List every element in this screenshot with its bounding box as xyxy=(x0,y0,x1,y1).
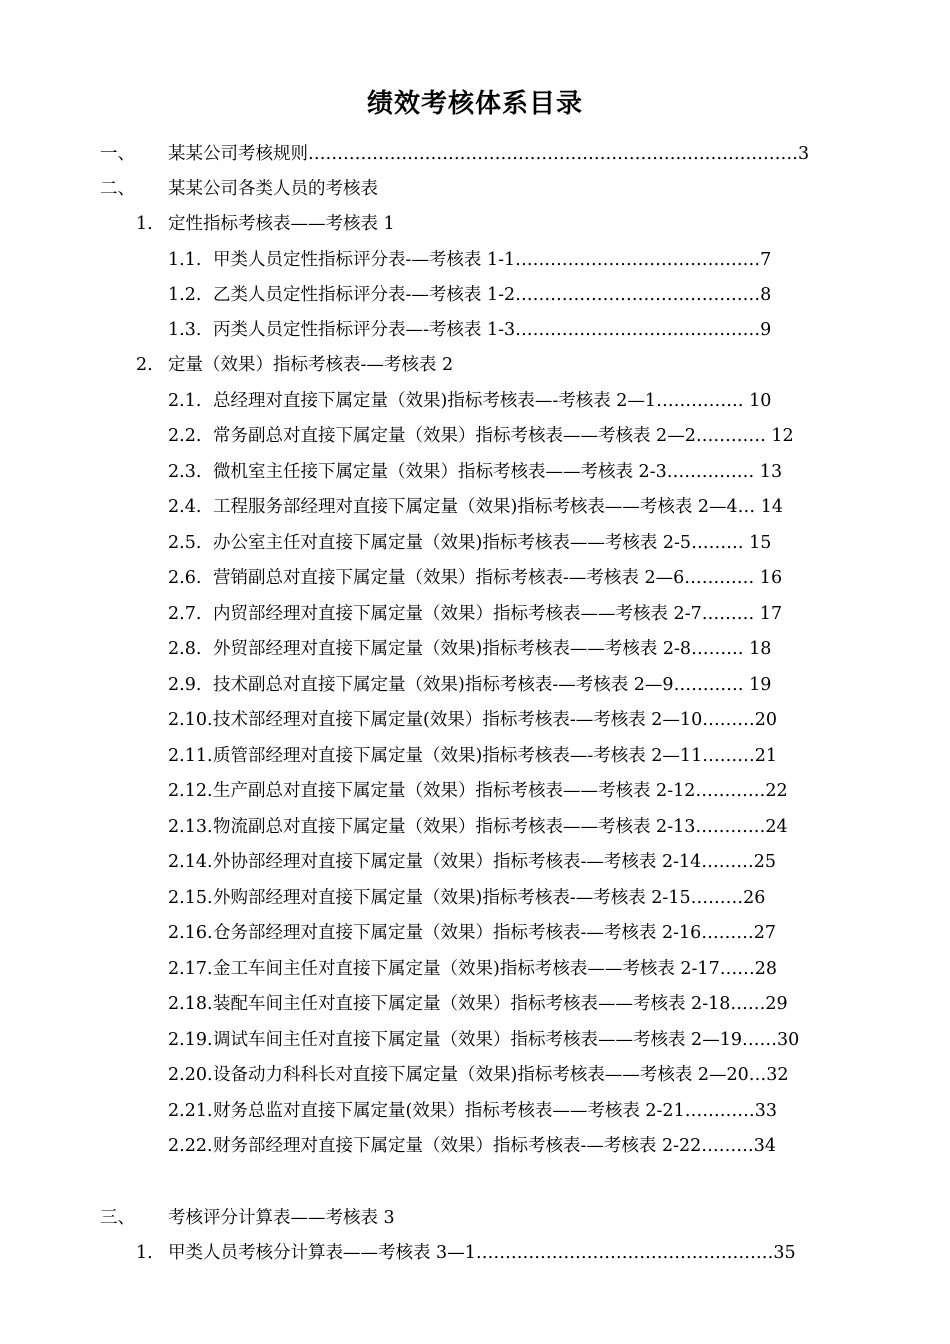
toc-entry-number: 2.14. xyxy=(168,852,213,872)
toc-entry-text: 技术副总对直接下属定量（效果)指标考核表-—考核表 2—9………… 19 xyxy=(213,675,772,695)
toc-entry-text: 定量（效果）指标考核表-—考核表 2 xyxy=(168,355,454,375)
toc-entry-number: 1. xyxy=(136,1243,153,1263)
toc-entry xyxy=(168,457,945,487)
toc-entry-number: 2.9. xyxy=(168,675,202,695)
toc-entry-text: 常务副总对直接下属定量（效果）指标考核表——考核表 2—2………… 12 xyxy=(213,426,794,446)
toc-entry-text: 质管部经理对直接下属定量（效果)指标考核表—-考核表 2—11………21 xyxy=(213,746,777,766)
toc-entry-text: 调试车间主任对直接下属定量（效果）指标考核表——考核表 2—19……30 xyxy=(213,1030,800,1050)
toc-entry xyxy=(168,245,945,275)
toc-entry-number: 2.1. xyxy=(168,391,202,411)
toc-entry-text: 内贸部经理对直接下属定量（效果）指标考核表——考核表 2-7……… 17 xyxy=(213,604,783,624)
page-title: 绩效考核体系目录 xyxy=(366,89,583,119)
toc-entry-text: 财务部经理对直接下属定量（效果）指标考核表-—考核表 2-22………34 xyxy=(213,1136,777,1156)
toc-entry xyxy=(136,350,945,380)
toc-entry-text: 物流副总对直接下属定量（效果）指标考核表——考核表 2-13…………24 xyxy=(213,817,788,837)
toc-entry xyxy=(168,1025,945,1055)
toc-entry-number: 2.6. xyxy=(168,568,202,588)
toc-entry-number: 2.12. xyxy=(168,781,213,801)
toc-entry-text: 总经理对直接下属定量（效果)指标考核表—-考核表 2—1…………… 10 xyxy=(213,391,772,411)
toc-entry-text: 某某公司各类人员的考核表 xyxy=(168,179,378,199)
toc-entry xyxy=(100,174,945,204)
toc-entry-text: 甲类人员定性指标评分表-—考核表 1-1……………………………………7 xyxy=(213,250,772,270)
toc-entry xyxy=(168,421,945,451)
toc-entry-text: 乙类人员定性指标评分表-—考核表 1-2……………………………………8 xyxy=(213,285,772,305)
toc-entry xyxy=(168,741,945,771)
toc-entry-text: 丙类人员定性指标评分表—-考核表 1-3……………………………………9 xyxy=(213,320,772,340)
toc-entry-number: 1.3. xyxy=(168,320,202,340)
toc-entry xyxy=(168,528,945,558)
toc-entry xyxy=(168,1096,945,1126)
toc-entry xyxy=(136,209,945,239)
toc-entry-text: 某某公司考核规则…………………………………………………………………………3 xyxy=(168,144,810,164)
toc-entry xyxy=(168,812,945,842)
toc-entry-text: 微机室主任接下属定量（效果）指标考核表——考核表 2-3…………… 13 xyxy=(213,462,783,482)
toc-entry-text: 技术部经理对直接下属定量(效果）指标考核表-—考核表 2—10………20 xyxy=(213,710,777,730)
toc-entry-number: 1.1. xyxy=(168,250,202,270)
toc-entry xyxy=(168,883,945,913)
toc-entry-number: 2.11. xyxy=(168,746,213,766)
toc-entry-number: 1. xyxy=(136,214,153,234)
toc-entry xyxy=(168,386,945,416)
toc-entry-number: 2.10. xyxy=(168,710,213,730)
toc-entry xyxy=(168,670,945,700)
toc-entry-number: 2.22. xyxy=(168,1136,213,1156)
toc-entry xyxy=(136,1238,945,1268)
toc-entry-text: 外贸部经理对直接下属定量（效果)指标考核表——考核表 2-8……… 18 xyxy=(213,639,772,659)
toc-entry xyxy=(168,280,945,310)
toc-entry xyxy=(168,918,945,948)
toc-entry xyxy=(168,599,945,629)
toc-entry-text: 甲类人员考核分计算表——考核表 3—1……………………………………………35 xyxy=(168,1243,796,1263)
toc-entry-number: 2.3. xyxy=(168,462,202,482)
toc-entry xyxy=(168,492,945,522)
toc-entry-text: 设备动力科科长对直接下属定量（效果)指标考核表——考核表 2—20…32 xyxy=(213,1065,789,1085)
toc-entry-number: 三、 xyxy=(100,1208,135,1228)
toc-entry-number: 1.2. xyxy=(168,285,202,305)
toc-entry-number: 2.2. xyxy=(168,426,202,446)
toc-entry-number: 2.15. xyxy=(168,888,213,908)
toc-entry-number: 2.20. xyxy=(168,1065,213,1085)
toc-entry xyxy=(100,139,945,169)
toc-entry-number: 2.8. xyxy=(168,639,202,659)
toc-entry-number: 2.16. xyxy=(168,923,213,943)
toc-entry-number: 2.17. xyxy=(168,959,213,979)
toc-entry-number: 一、 xyxy=(100,144,135,164)
toc-entry-text: 营销副总对直接下属定量（效果）指标考核表-—考核表 2—6………… 16 xyxy=(213,568,783,588)
toc-entry-number: 2.5. xyxy=(168,533,202,553)
toc-entry xyxy=(168,1131,945,1161)
toc-entry xyxy=(168,1060,945,1090)
toc-entry-number: 2.13. xyxy=(168,817,213,837)
toc-entry-number: 2.21. xyxy=(168,1101,213,1121)
toc-entry xyxy=(168,847,945,877)
toc-entry xyxy=(168,563,945,593)
toc-entry-text: 金工车间主任对直接下属定量（效果)指标考核表——考核表 2-17……28 xyxy=(213,959,777,979)
toc-entry-number: 2. xyxy=(136,355,153,375)
toc-entry-text: 生产副总对直接下属定量（效果）指标考核表——考核表 2-12…………22 xyxy=(213,781,788,801)
toc-entry xyxy=(168,776,945,806)
toc-entry-number: 2.18. xyxy=(168,994,213,1014)
toc-entry-text: 外购部经理对直接下属定量（效果)指标考核表-—考核表 2-15………26 xyxy=(213,888,766,908)
toc-entry-number: 2.4. xyxy=(168,497,202,517)
toc-entry-text: 仓务部经理对直接下属定量（效果）指标考核表-—考核表 2-16………27 xyxy=(213,923,777,943)
toc-entry xyxy=(168,989,945,1019)
toc-entry-text: 工程服务部经理对直接下属定量（效果)指标考核表——考核表 2—4… 14 xyxy=(213,497,783,517)
toc-entry-text: 外协部经理对直接下属定量（效果）指标考核表-—考核表 2-14………25 xyxy=(213,852,777,872)
toc-entry xyxy=(168,954,945,984)
toc-entry xyxy=(168,634,945,664)
toc-entry-text: 考核评分计算表——考核表 3 xyxy=(168,1208,395,1228)
toc-entry-text: 定性指标考核表——考核表 1 xyxy=(168,214,395,234)
toc-entry xyxy=(100,1203,945,1233)
toc-entry-text: 财务总监对直接下属定量(效果）指标考核表——考核表 2-21…………33 xyxy=(213,1101,777,1121)
toc-entry-number: 2.19. xyxy=(168,1030,213,1050)
toc-entry xyxy=(168,315,945,345)
toc-entry-text: 办公室主任对直接下属定量（效果)指标考核表——考核表 2-5……… 15 xyxy=(213,533,772,553)
toc-entry-text: 装配车间主任对直接下属定量（效果）指标考核表——考核表 2-18……29 xyxy=(213,994,788,1014)
toc-entry-number: 二、 xyxy=(100,179,135,199)
toc-entry xyxy=(168,705,945,735)
toc-entry-number: 2.7. xyxy=(168,604,202,624)
